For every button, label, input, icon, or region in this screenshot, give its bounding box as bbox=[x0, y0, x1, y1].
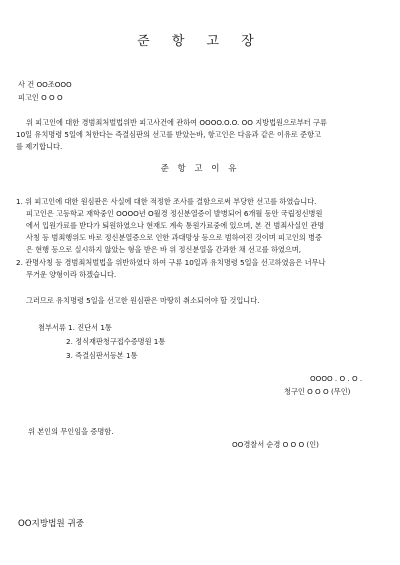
reason-line-5: 은 현행 등으로 실시하지 않았는 형을 받은 바 위 정신분열을 간과한 채 선고를 하였으며, bbox=[26, 245, 301, 254]
reason-line-3: 에서 입원가료를 받다가 퇴원하였으나 현재도 계속 통원가료중에 있으며, 본 건 범죄사실인 관명 bbox=[26, 221, 325, 230]
document-title: 준 항 고 장 bbox=[137, 34, 263, 49]
attachment-item-3: 3. 즉결심판서등본 1통 bbox=[66, 351, 138, 360]
reason-heading: 준 항 고 이 유 bbox=[160, 164, 240, 174]
reason-line-4: 사칭 등 범죄행위도 바로 정신분열증으로 인한 과대망상 등으로 범하여진 것이며 피고인의 병증 bbox=[26, 233, 322, 242]
attachment-item-2: 2. 정식재판청구접수증명원 1통 bbox=[66, 337, 166, 346]
reason-line-6: 2. 관명사칭 등 경범죄처벌법을 위반하였다 하여 구류 10일과 유치명령 5일을 선고하였음은 너무나 bbox=[16, 258, 326, 267]
case-number: 사 건 OO조OOO bbox=[18, 80, 72, 89]
attachment-label: 첨부서류 1. 진단서 1통 bbox=[38, 323, 112, 332]
applicant-signature: 청구인 O O O (무인) bbox=[284, 387, 351, 396]
reason-line-2: 피고인은 고등학교 재학중인 OOOO년 O월경 정신분열증이 발병되어 6개월 동안 국립정신병원 bbox=[26, 209, 323, 218]
intro-line-3: 를 제기합니다. bbox=[16, 142, 63, 151]
appellant-name: 피고인 O O O bbox=[18, 93, 63, 102]
certification-text: 위 본인의 무인임을 증명함. bbox=[28, 427, 114, 436]
conclusion: 그러므로 유치명령 5일을 선고한 원심판은 마땅히 취소되어야 할 것입니다. bbox=[26, 296, 260, 305]
intro-line-2: 10일 유치명령 5일에 처한다는 즉결심판의 선고를 받았는바, 항고인은 다음과 같은 이유로 준항고 bbox=[16, 130, 321, 139]
reason-line-1: 1. 위 피고인에 대한 원심판은 사실에 대한 적정한 조사를 결함으로써 부당한 선고를 하였습니다. bbox=[16, 197, 317, 206]
reason-line-7: 무거운 양형이라 하겠습니다. bbox=[26, 270, 117, 279]
filing-date: OOOO . O . O . bbox=[310, 374, 363, 383]
court-addressee: OO지방법원 귀중 bbox=[18, 519, 85, 529]
certifier-signature: OO경찰서 순경 O O O (인) bbox=[232, 440, 319, 449]
intro-line-1: 위 피고인에 대한 경범죄처벌법위반 피고사건에 관하여 OOOO.O.O. OO 지방법원으로부터 구류 bbox=[26, 118, 327, 127]
